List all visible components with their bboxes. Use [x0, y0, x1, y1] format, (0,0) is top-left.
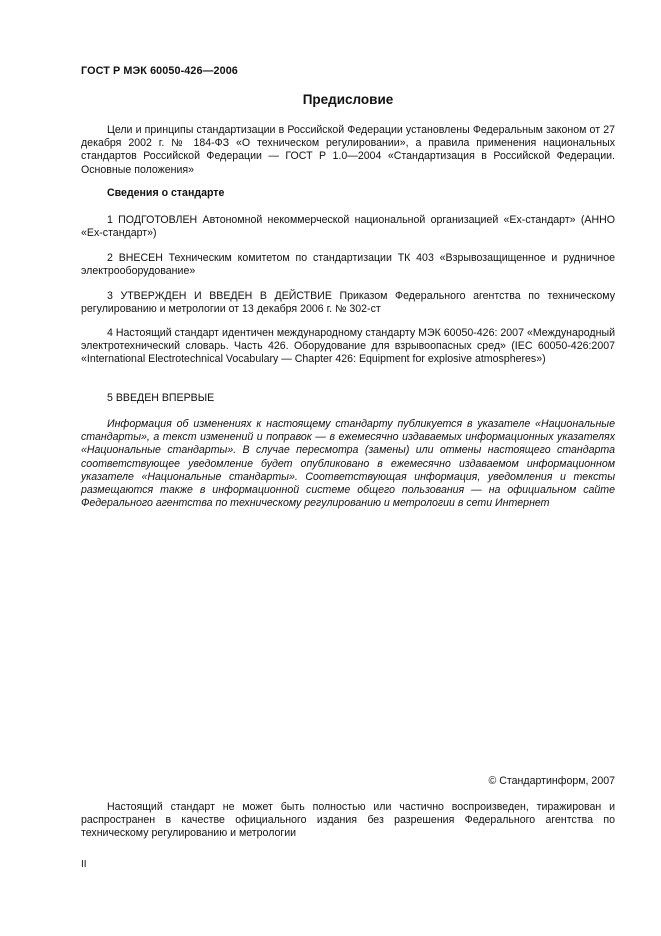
copyright-line: © Стандартинформ, 2007: [488, 775, 615, 787]
intro-paragraph: Цели и принципы стандартизации в Российской Федерации установлены Федеральным законом от 27 декабря 2002 г. № 184-ФЗ «О техническом регулировании», а правила применения национальных стандартов Российской Федерации — ГОСТ Р 1.0—2004 «Стандартизация в Российской Федерации. Основные положения»: [81, 124, 615, 176]
about-item-4: 4 Настоящий стандарт идентичен международному стандарту МЭК 60050-426: 2007 «Международный электротехнический словарь. Часть 426. Оборудование для взрывоопасных сред» (IEC 60050-426:2007 «International Electrotechnical Vocabulary — Chapter 426: Equipment for explosive atmospheres»): [81, 327, 615, 366]
page-number: II: [81, 859, 87, 870]
about-item-3: 3 УТВЕРЖДЕН И ВВЕДЕН В ДЕЙСТВИЕ Приказом Федерального агентства по техническому регулированию и метрологии от 13 декабря 2006 г. № 302-ст: [81, 290, 615, 316]
document-code-header: ГОСТ Р МЭК 60050-426—2006: [81, 65, 238, 77]
about-item-5: 5 ВВЕДЕН ВПЕРВЫЕ: [107, 392, 215, 404]
section-title: Предисловие: [302, 92, 394, 107]
amendments-notice: Информация об изменениях к настоящему стандарту публикуется в указателе «Национальные стандарты», а текст изменений и поправок — в ежемесячно издаваемых информационных указателях «Национальные стандарты». В случае пересмотра (замены) или отмены настоящего стандарта соответствующее уведомление будет опубликовано в ежемесячно издаваемом информационном указателе «Национальные стандарты». Соответствующая информация, уведомления и тексты размещаются также в информационной системе общего пользования — на официальном сайте Федерального агентства по техническому регулированию и метрологии в сети Интернет: [81, 418, 615, 510]
reproduction-notice: Настоящий стандарт не может быть полностью или частично воспроизведен, тиражирован и распространен в качестве официального издания без разрешения Федерального агентства по техническому регулированию и метрологии: [81, 801, 615, 840]
about-standard-heading: Сведения о стандарте: [107, 187, 225, 199]
about-item-2: 2 ВНЕСЕН Техническим комитетом по стандартизации ТК 403 «Взрывозащищенное и рудничное электрооборудование»: [81, 252, 615, 278]
about-item-1: 1 ПОДГОТОВЛЕН Автономной некоммерческой национальной организацией «Ех-стандарт» (АННО «Ех-стандарт»): [81, 214, 615, 240]
